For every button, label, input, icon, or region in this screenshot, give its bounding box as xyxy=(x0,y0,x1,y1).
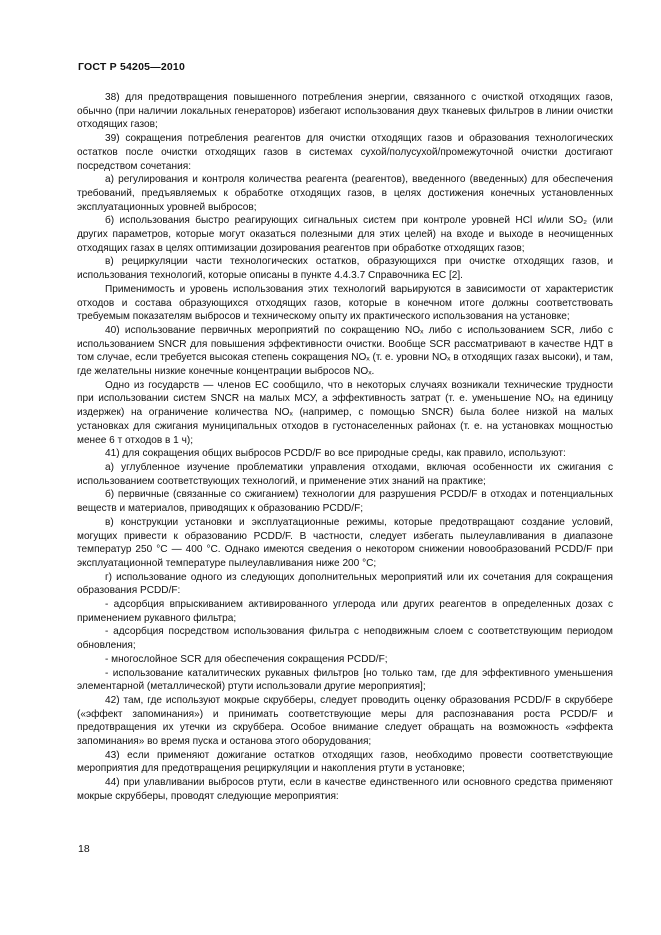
paragraph-44: 44) при улавливании выбросов ртути, если в качестве единственного или основного средства применяют мокрые скрубберы, проводят следующие мероприятия: xyxy=(77,777,613,802)
paragraph-41a: а) углубленное изучение проблематики управления отходами, включая особенности их сжигания с использованием соответствующих технологий, и применение этих знаний на практике; xyxy=(77,461,613,487)
list-item-adsorption-carbon: - адсорбция впрыскиванием активированного углерода или других реагентов в определенных дозах с применением рукавного фильтра; xyxy=(77,599,613,624)
paragraph-41c: в) конструкции установки и эксплуатационные режимы, которые предотвращают создание условий, могущих привести к образованию PCDD/F. В частности, следует избегать пылеулавливания в диапазоне температур 250 °С — 400 °С. Однако имеются сведения о некотором снижении новообразований PCDD/F при эксплуатационной температуре пылеулавливания ниже 200 °С; xyxy=(77,516,613,569)
paragraph-41: 41) для сокращения общих выбросов PCDD/F во все природные среды, как правило, используют: xyxy=(105,448,566,460)
document-body xyxy=(77,91,613,804)
page-number: 18 xyxy=(78,843,90,855)
list-item-catalytic-filters: - использование каталитических рукавных фильтров [но только там, где для эффективного уменьшения элементарной (металлической) ртути использовали другие мероприятия]; xyxy=(77,667,613,693)
paragraph-41d: г) использование одного из следующих дополнительных мероприятий или их сочетания для сокращения образования PCDD/F: xyxy=(77,571,613,597)
paragraph-39a: а) регулирования и контроля количества реагента (реагентов), введенного (введенных) для обеспечения требований, предъявляемых к обработке отходящих газов, в целях достижения конечных установленных эксплуатационных уровней выбросов; xyxy=(77,174,613,213)
paragraph-39b: б) использования быстро реагирующих сигнальных систем при контроле уровней HCl и/или SO₂ (или других параметров, которые могут оказаться полезными для этих целей) на входе и выходе в неочищенных отходящих газах в целях оптимизации дозирования реагентов при обработке отходящих газов; xyxy=(77,215,613,254)
paragraph-applicability: Применимость и уровень использования этих технологий варьируются в зависимости от характеристик отходов и состава образующихся отходящих газов, которые в конечном итоге должны соответствовать требуемым показателям выбросов и техническому опыту их практического использования на установке; xyxy=(77,283,613,323)
paragraph-38: 38) для предотвращения повышенного потребления энергии, связанного с очисткой отходящих газов, обычно (при наличии локальных генераторов) избегают использования двух тканевых фильтров в линии очистки отходящих газов; xyxy=(77,92,613,131)
list-item-multilayer-scr: - многослойное SCR для обеспечения сокращения PCDD/F; xyxy=(105,653,388,665)
paragraph-eu-report: Одно из государств — членов ЕС сообщило, что в некоторых случаях возникали технические трудности при использовании систем SNCR на малых МСУ, а эффективность затрат (т. е. уменьшение NOₓ на единицу издержек) на ограничение количества NOₓ (например, с помощью SNCR) была более низкой на малых установках для сжигания муниципальных отходов в густонаселенных районах (т. е. на установках мощностью менее 6 т отходов в 1 ч); xyxy=(77,379,613,446)
paragraph-43: 43) если применяют дожигание остатков отходящих газов, необходимо провести соответствующие мероприятия для предотвращения рециркуляции и накопления ртути в установке; xyxy=(77,749,613,775)
standard-header: ГОСТ Р 54205—2010 xyxy=(78,61,186,73)
paragraph-39: 39) сокращения потребления реагентов для очистки отходящих газов и образования технологических остатков после очистки отходящих газов в системах сухой/полусухой/промежуточной очистки достигают посредством сочетания: xyxy=(77,133,613,172)
list-item-adsorption-fixed-bed: - адсорбция посредством использования фильтра с неподвижным слоем с соответствующим периодом обновления; xyxy=(77,626,613,652)
paragraph-40: 40) использование первичных мероприятий по сокращению NOₓ либо с использованием SCR, либо с использованием SNCR для повышения эффективности очистки. Вообще SCR рассматривают в качестве НДТ в том случае, если требуется высокая степень сокращения NOₓ (т. е. уровни NOₓ в отходящих газах высоки), и там, где желательны низкие конечные концентрации выбросов NOₓ. xyxy=(77,324,613,378)
paragraph-42: 42) там, где используют мокрые скрубберы, следует проводить оценку образования PCDD/F в скруббере («эффект запоминания») и принимать соответствующие меры для распознавания роста PCDD/F и предотвращения их утечки из скруббера. Особое внимание следует обращать на возможность «эффекта запоминания» во время пуска и останова этого оборудования; xyxy=(77,694,613,748)
paragraph-41b: б) первичные (связанные со сжиганием) технологии для разрушения PCDD/F в отходах и потенциальных веществ и материалов, приводящих к образованию PCDD/F; xyxy=(77,489,613,515)
paragraph-39c: в) рециркуляции части технологических остатков, образующихся при очистке отходящих газов, и использования технологий, которые описаны в пункте 4.4.3.7 Справочника ЕС [2]. xyxy=(77,256,613,282)
